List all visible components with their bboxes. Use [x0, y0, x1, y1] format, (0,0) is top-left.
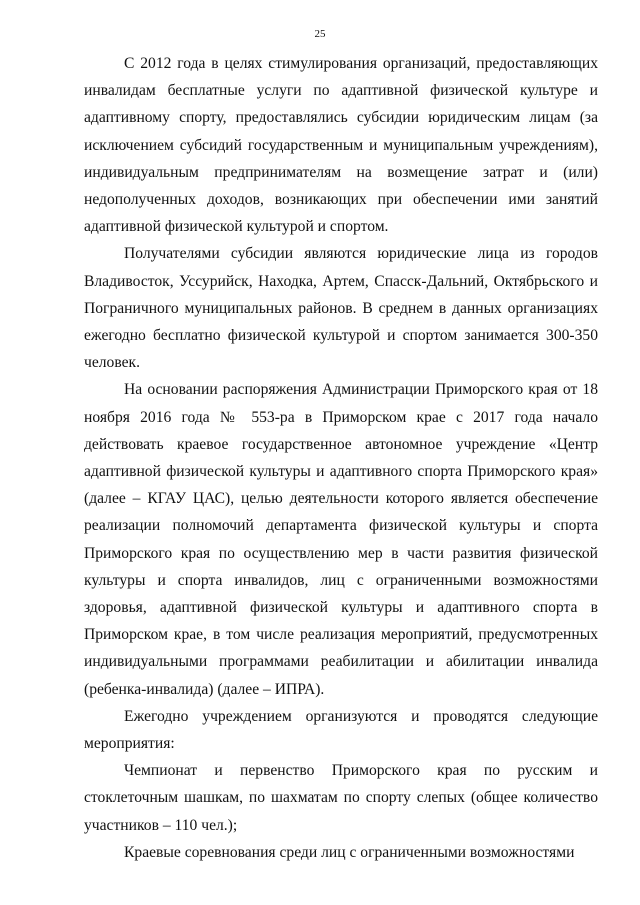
paragraph-regional-competitions: Краевые соревнования среди лиц с ограниченными возможностями [124, 843, 575, 861]
page-number: 25 [314, 28, 326, 40]
paragraph-subsidies: С 2012 года в целях стимулирования организаций, предоставляющих инвалидам бесплатные услуги по адаптивной физической культуре и адаптивному спорту, предоставлялись субсидии юридическим лицам (за исключением субсидий государственным и муниципальным учреждениям), индивидуальным предпринимателям на возмещение затрат и (или) недополученных доходов, возникающих при обеспечении ими занятий адаптивной физической культурой и спортом. [84, 55, 598, 236]
document-body [84, 50, 598, 866]
paragraph-kgau-cas: На основании распоряжения Администрации Приморского края от 18 ноября 2016 года № 553-ра в Приморском крае с 2017 года начало действовать краевое государственное автономное учреждение «Центр адаптивной физической культуры и адаптивного спорта Приморского края» (далее – КГАУ ЦАС), целью деятельности которого является обеспечение реализации полномочий департамента физической культуры и спорта Приморского края по осуществлению мер в части развития физической культуры и спорта инвалидов, лиц с ограниченными возможностями здоровья, адаптивной физической культуры и адаптивного спорта в Приморском крае, в том числе реализация мероприятий, предусмотренных индивидуальными программами реабилитации и абилитации инвалида (ребенка-инвалида) (далее – ИПРА). [84, 381, 598, 698]
paragraph-recipients: Получателями субсидии являются юридические лица из городов Владивосток, Уссурийск, Находка, Артем, Спасск-Дальний, Октябрьского и Пограничного муниципальных районов. В среднем в данных организациях ежегодно бесплатно физической культурой и спортом занимается 300-350 человек. [84, 245, 598, 372]
paragraph-annual-events-intro: Ежегодно учреждением организуются и проводятся следующие мероприятия: [84, 707, 598, 753]
paragraph-chess-championship: Чемпионат и первенство Приморского края по русским и стоклеточным шашкам, по шахматам по спорту слепых (общее количество участников – 110 чел.); [84, 762, 598, 834]
